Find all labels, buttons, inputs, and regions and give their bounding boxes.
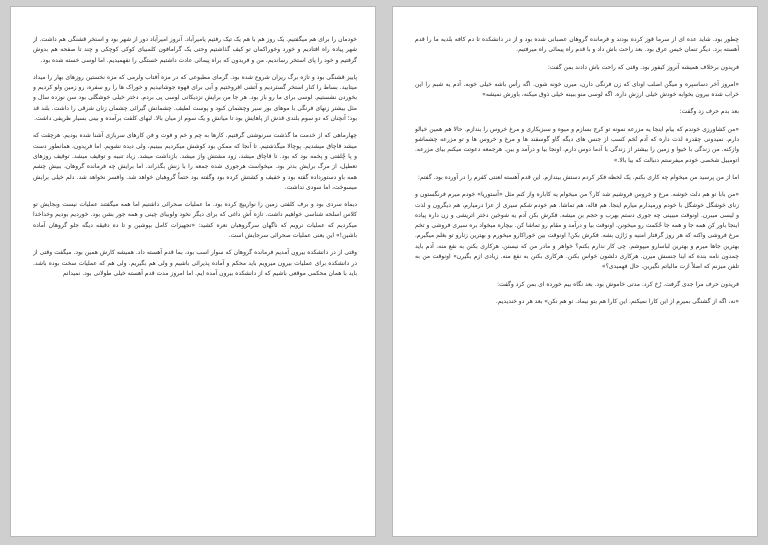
paragraph: اما از من پرسید من میخوام چه کاری بکنم. یک لحظه فکر کردم دستش بیندازم. این قدم آهسته لعنتی کفرم را در آورده بود. گفتم: <box>417 173 739 181</box>
paragraph: فریدون برخلاف همیشه آنروز کیفور بود. وقتی که راحت باش دادند بمن گفت: <box>547 63 739 71</box>
paragraph: چطور بود. شاید عده ای از سرما قوز کرده بودند و فرمانده گروهان عصبانی شده بود و از در دانشکده تا دم کافه بلدیه ما را قدم آهسته برد. دیگر تنمان خیس عرق بود. بعد راحت باش داد و با قدم راه پیمائی راه میرفتیم. <box>415 36 739 54</box>
paragraph: فریدون حرف مرا جدی گرفت. رُخ کرد. مدتی خاموش بود. بعد نگاه بیم خورده ای بمن کرد وگفت: <box>497 280 739 288</box>
page-text-right <box>415 35 739 522</box>
paragraph: وقتی از در دانشکده بیرون آمدیم فرمانده گروهان که سوار اسب بود، بما قدم آهسته داد. همیشه کارش همین بود. میگفت وقتی از در دانشکده برای عملیات بیرون میرویم باید محکم و آماده پذیرائی باشیم و ولی هم بگیریم. ولی هم که عملیات سخت بوده باشد. باید با همان محکمی موقعی باشیم که از دانشکده بیرون آمده ایم. اما امروز مدت قدم آهسته خیلی طولانی بود. نمیدانم <box>33 249 357 277</box>
paragraph: «من بابا تو هم دلت خوشه. مرغ و خروس فروشیم شد کار؟ من میخوام یه کاباره واز کنم مثل «آستوریا» خودم میرم فرنگستون و زنای خوشگل خوشگل با خودم ورمیدارم میارم اینجا. هم فاله، هم تماشا. هم خودم شکم سیری از عزا درمیارم، هم دیگرون و لذت و لیسی میبرن. اونوقت میبینی چه جوری دستم بهرب و حجم بن میشه. فکرش بکن آدم یه شوخین دختر اتریشی و زن داره پیاده اینجا باور کن همه جا و همه جا حُکمت رو میخونن. اونوقت بیا و درآمد و مقام رو تماشا کن. بیچاره میخواد بره سیری فروشی و تخم مرغ فروشی واکنه که هر روز گرفتار امنیه و ژاژن بشه. فکرش بکن! اونوقت بین خوراکارو میخورم و بهترین زنارو تو بغلم میگیرم. بهترین جاها میرم و بهترین لباسارو میپوشم. چی کار ندارم بکنم؟ خواهر و مادر من که نیستن. هرکاری بکنن به نفع منه. آدم باید چمدون نامه بنده که اینا جنسش میرن. هرکاری دلشون خواس بکنن. هرکاری بکنن به نفع منه. زیادی ازم بگیرن» اونوقت من به تلفن میزنم که اصلاً ازت مالیاتم نگیرین. حال فهمیدی؟» <box>415 191 739 271</box>
paragraph: پاییز قشنگی بود و تازه برگ ریزان شروع شده بود. گرمای مطبوعی که در مزه آفتاب ولرمی که مزه نخستین روزهای بهار را میداد میتابید. بساط را کنار استخر گستردیم و آتشی افروختیم و آبی برای قهوه جوشانیدیم و خوراک ها را رو سفره، رو زمین ولو کردیم و بخوردن نشستیم. لوسی برای ما رو باز بود. هر جا من برایش نزدیکانی لوسی پی بردم. دختر خیلی خوشگلی بود سن نوزده سال و مثل بیشتر زنهای فرنگی با موهای بور سیر وچشمان کبود و پوست لطیف. چشمانش گیرائی چشمان زنان شرقی را داشت. بلند قد بود؛ آنچنان که دو سوم بلندی قدش از پاهایش بود تا میانش و یک سوم از میان بالا. لبهای کلفت برآمده و بینی بسیار ظریفی داشت. <box>33 73 357 123</box>
page-text-left <box>33 35 357 522</box>
paragraph: خودمان را برای هم میگفتیم. یک روز هم با هم یک تیک رفتیم یامیرآباد. آنروز امیرآباد دور از شهر بود و استخر قشنگی هم داشت. از شهر پیاده راه افتادیم و خورد وخوراکمان تو کیف گذاشتیم وحتی یک گرامافون کلمبیای کوکی کوچکی و چند تا صفحه هم بدوش گرفتیم و خود را پای استخر رساندیم. من و فریدون که براه پیمائی عادت داشتیم خستگی را نفهمیدیم. اما لوسی خسته شده بود. <box>33 36 357 64</box>
document-page-right <box>392 6 758 537</box>
paragraph: دیماه سردی بود و برف کلفتی زمین را نواریپچ کرده بود. ما عملیات صحرائی داشتیم اما همه میگفتند عملیات نیست وبجایش تو کلاس اسلحه شناسی خواهیم داشت. تازه آش داغی که برای دیگر نخود ولوبیای چینی و همه جور بشن بود. خوردیم بودیم وخداخدا میکردیم که عملیات نرویم که ناگهان سرگروهبان نعره کشید: «تجهیزات کامل بپوشین و تا ده دقیقه دیگه جلو گروهان آماده باشین!» این یعنی عملیات صحرائی سرجایش است. <box>33 201 357 240</box>
paragraph: چهارماهی که از خدمت ما گذشت سرنوشتی گرفتیم. کارها به چم و خم و فوت و فن کارهای سربازی آشنا شده بودیم. هرچقت که میشد قاچاق میشدیم. پوچالا میگذشتیم. تا آنجا که ممکن بود کوشش میکردیم ببینیم، ولی دیده نشویم. اما فریدون، همانطور دست و پا چُلفتی و پخمه بود که بود. تا قاچاق میشد، زود مشتش واز میشد. بازداشت میشد. زیاد تنبیه و توقیف میشد. توقیف روزهای تعطیل، از مرگ برایش بدتر بود. میخواست هرجوری شده جمعه را با زنش بگذراند. اما برایش چه فرمانده گروهان، ببیش چشم همه باو دستورداده گفته بود و خفیف و کشتش کرده بود وگفته بود حتماً گروهبان خواهد شد. وافسر نخواهد شد. دلم خیلی برایش میسوخت، اما سودی نداشت. <box>33 132 357 191</box>
paragraph: «امروز آخر دساسپره و میگن اصلب اونای که زن فرنگی دارن، میرن خونه شون. اگه رأس باشه خیلی خوبه. آدم یه شبم را این خراب شده بیرون بخوابه خودش خیلی ارزش داره. اگه لوسی منو ببینه خیلی ذوق میکنه، باورش نمیشه» <box>415 80 739 99</box>
paragraph: «نه، اگه از گشنگی بمیرم از این کارا نمیکنم. این کارا هم بتو نیماد. تو هم نکن» بعد هر دو خندیدیم. <box>495 297 739 305</box>
paragraph: بعد بدم حرف زد وگفت: <box>679 108 739 116</box>
document-page-left <box>10 6 376 537</box>
paragraph: «من کشاورزی خوندم که بیام اینجا یه مزرعه نمونه تو کرج بسازم و میوه و سبزیکاری و مرغ خروس را بندازم. حالا هم همین خیالو دارم. نمیدونی چقدره لذت داره که آدم تُخم کسب از جنس های دیگه گاو گوسفند ها و مرغ و خروس ها و تو مزرعه چشماشو وازکنه. من زندگی با خیوا و زمین را بیشتر از زندگی با آدما دوس دارم. اونجا بیا و درآمد و بین. هرجمعه دعوتت میکنم بیای مزرعه. اتومبیل شخصی خودم میفرستم دنبالت که بیا بالا.» <box>415 125 739 164</box>
